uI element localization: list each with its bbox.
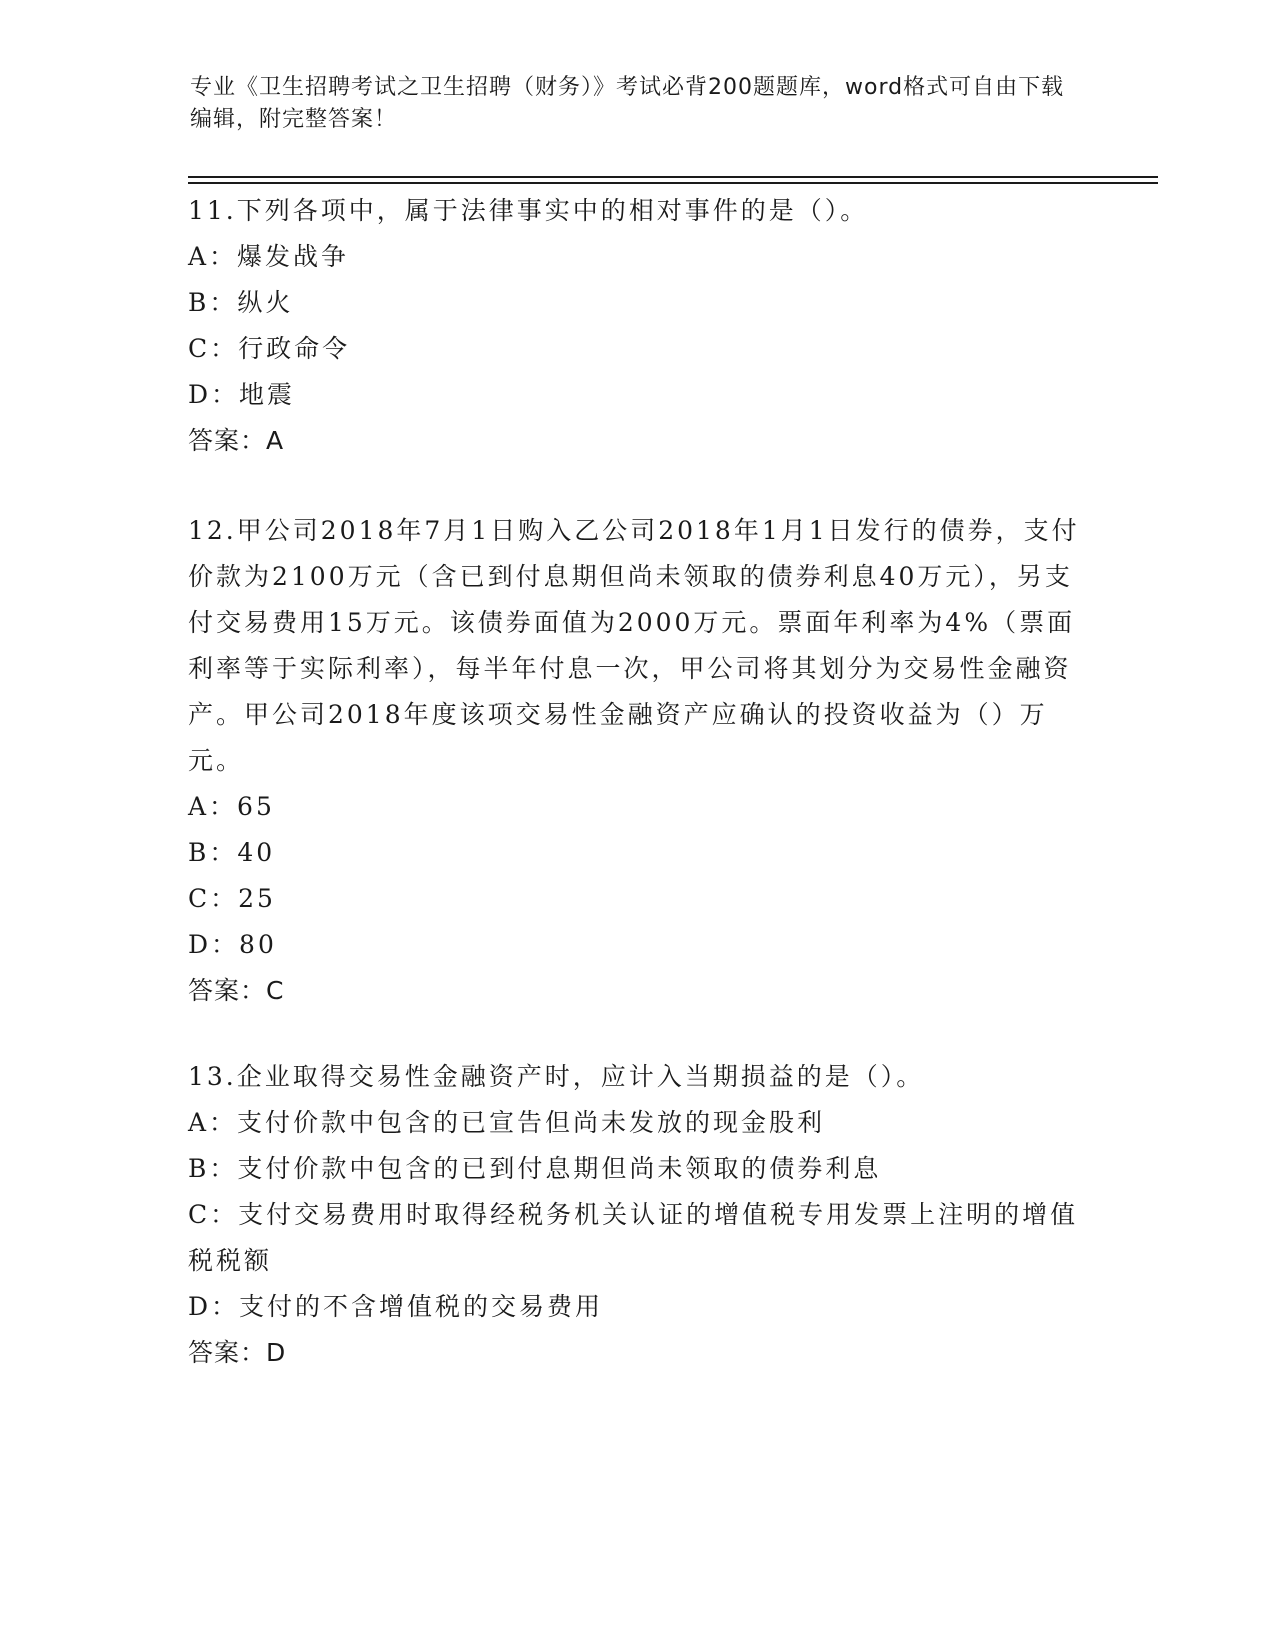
option-a: A：爆发战争 xyxy=(188,242,350,271)
document-header: 专业《卫生招聘考试之卫生招聘（财务）》考试必背200题题库，word格式可自由下载编辑，附完整答案！ xyxy=(190,75,1065,132)
question-stem: 11.下列各项中，属于法律事实中的相对事件的是（）。 xyxy=(188,196,869,225)
option-d: D：80 xyxy=(188,930,277,959)
option-c: C：行政命令 xyxy=(188,334,351,363)
question-stem: 13.企业取得交易性金融资产时，应计入当期损益的是（）。 xyxy=(188,1062,925,1091)
option-a: A：支付价款中包含的已宣告但尚未发放的现金股利 xyxy=(188,1108,826,1137)
header-divider-top xyxy=(188,176,1158,178)
option-a: A：65 xyxy=(188,792,275,821)
option-b: B：40 xyxy=(188,838,276,867)
option-b: B：纵火 xyxy=(188,288,294,317)
question-stem: 12.甲公司2018年7月1日购入乙公司2018年1月1日发行的债券，支付价款为2100万元（含已到付息期但尚未领取的债券利息40万元），另支付交易费用15万元。该债券面值为2000万元。票面年利率为4%（票面利率等于实际利率），每半年付息一次，甲公司将其划分为交易性金融资产。甲公司2018年度该项交易性金融资产应确认的投资收益为（）万元。 xyxy=(188,516,1080,775)
option-c: C：25 xyxy=(188,884,276,913)
answer-label: 答案：D xyxy=(188,1338,287,1367)
answer-label: 答案：C xyxy=(188,976,285,1005)
option-c: C：支付交易费用时取得经税务机关认证的增值税专用发票上注明的增值税税额 xyxy=(188,1200,1079,1275)
question-block xyxy=(188,1054,1088,1376)
option-d: D：支付的不含增值税的交易费用 xyxy=(188,1292,604,1321)
question-block xyxy=(188,188,1088,464)
option-d: D：地震 xyxy=(188,380,296,409)
answer-label: 答案：A xyxy=(188,426,285,455)
option-b: B：支付价款中包含的已到付息期但尚未领取的债券利息 xyxy=(188,1154,882,1183)
question-block xyxy=(188,508,1088,1014)
header-divider-bottom xyxy=(188,182,1158,184)
